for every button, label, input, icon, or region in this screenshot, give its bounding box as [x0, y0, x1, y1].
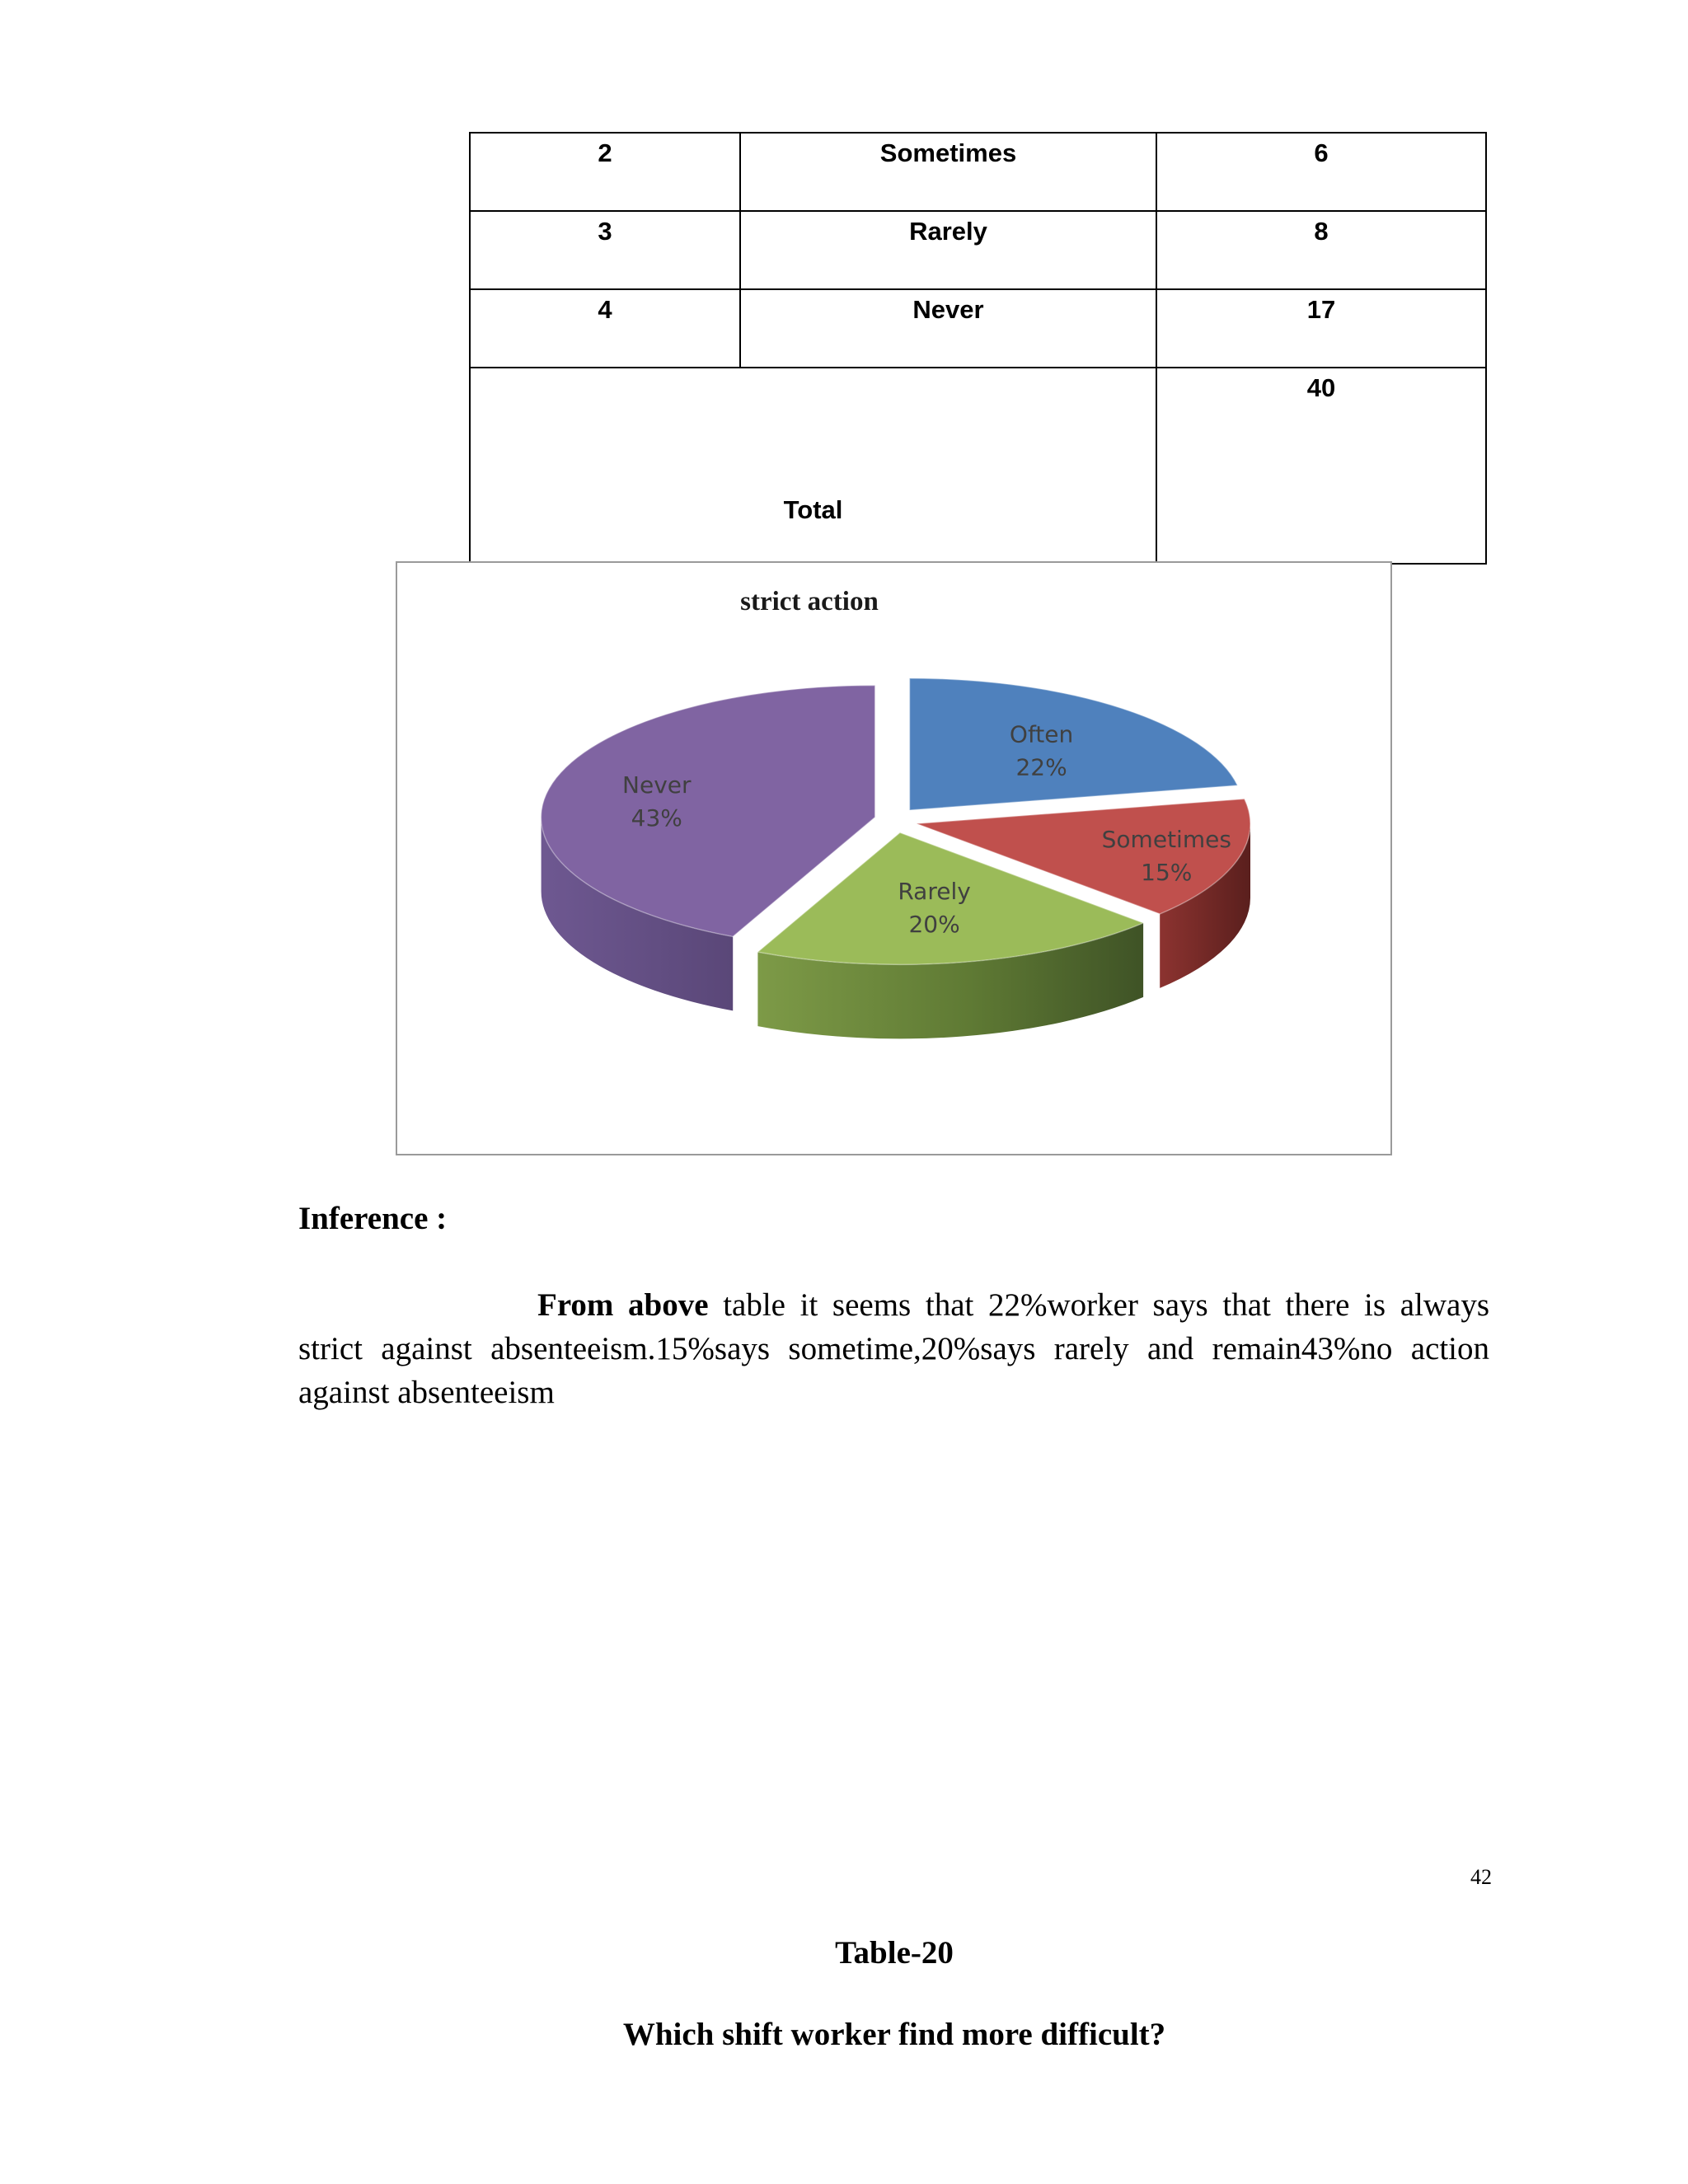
- table-cell-count: 6: [1156, 133, 1486, 211]
- chart-title: strict action: [740, 587, 879, 616]
- table-total-row: [470, 368, 1486, 564]
- pie-label-sometimes: Sometimes: [1101, 826, 1231, 854]
- table-row: [470, 289, 1486, 368]
- table-cell-response: Never: [740, 289, 1156, 368]
- total-label: Total: [470, 368, 1156, 564]
- table-cell-no: 2: [470, 133, 740, 211]
- page-number: 42: [1470, 1865, 1492, 1889]
- inference-lead: From above: [537, 1287, 709, 1323]
- frequency-table: [469, 132, 1487, 565]
- pie-label-never: Never: [622, 771, 692, 799]
- table-cell-response: Sometimes: [740, 133, 1156, 211]
- table-cell-no: 4: [470, 289, 740, 368]
- table-row: [470, 133, 1486, 211]
- total-value: 40: [1156, 368, 1486, 564]
- inference-heading: Inference :: [298, 1201, 448, 1236]
- table-row: [470, 211, 1486, 289]
- pie-value-sometimes: 15%: [1141, 859, 1193, 887]
- pie-value-often: 22%: [1015, 753, 1067, 781]
- pie-value-never: 43%: [631, 804, 682, 832]
- pie-slice-often: [910, 678, 1238, 810]
- pie-chart-frame: [396, 561, 1392, 1155]
- table-cell-count: 17: [1156, 289, 1486, 368]
- inference-paragraph: [298, 1283, 1489, 1414]
- table-question: Which shift worker find more difficult?: [622, 2017, 1166, 2052]
- table-cell-response: Rarely: [740, 211, 1156, 289]
- pie-label-rarely: Rarely: [898, 877, 971, 905]
- table-cell-count: 8: [1156, 211, 1486, 289]
- table-caption: Table-20: [835, 1935, 954, 1971]
- pie-chart: [397, 563, 1390, 1154]
- table-cell-no: 3: [470, 211, 740, 289]
- pie-value-rarely: 20%: [908, 910, 960, 938]
- inference-body: table it seems that 22%worker says that there is always strict against absenteeism.15%says sometime,20%says rarely and remain43%no action against absenteeism: [298, 1287, 1489, 1410]
- pie-label-often: Often: [1009, 720, 1074, 748]
